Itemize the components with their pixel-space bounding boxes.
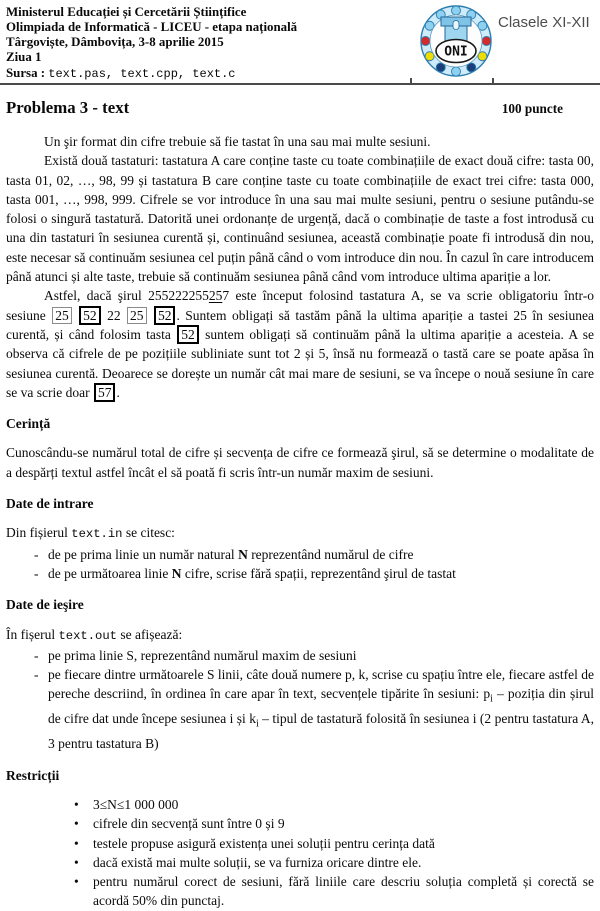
- classes-label: Clasele XI-XII: [498, 14, 590, 31]
- text-run: cifre, scrise fără spații, reprezentând şirul de tastat: [181, 565, 456, 581]
- list-item: [34, 564, 594, 583]
- key-box: 25: [52, 307, 72, 324]
- list-item: [74, 814, 594, 833]
- list-item: [74, 834, 594, 853]
- header-rule-tick: [410, 78, 412, 83]
- dash-marker: -: [34, 647, 39, 663]
- text-run: Există două tastaturi: tastatura A care conține taste cu toate combinațiile de exact două cifre: tasta 00, tasta 01, 02, …, 98, 99 și tastatura B care conține taste cu toate combinațiile de exact trei cifre: tasta 000, tasta 001, …, 998, 999. Cifrele se vor introduce în una sau mai multe sesiuni, pentru o sesiune putându-se folosi o singură tastatură. Datorită unei ordonanțe de urgență, dacă o combinație de taste a fost introdusă cu una din tastaturi în sesiunea curentă și, continuând sesiunea, această combinație poate fi introdusă din nou, este necesar să continuăm sesiunea cel puțin până când o vom introduce din nou. În cazul în care introducem până atunci și alte taste, trebuie să continuăm sesiunea până când vom introduce ultima apariție a lor.: [6, 153, 594, 285]
- dash-marker: -: [34, 565, 39, 581]
- paragraph: [6, 151, 594, 286]
- key-box: 52: [79, 306, 101, 325]
- paragraph: [6, 132, 594, 151]
- list-item-text: [93, 872, 594, 911]
- text-run: [73, 308, 78, 323]
- text-run: pe prima linie S, reprezentând numărul maxim de sesiuni: [48, 647, 357, 663]
- subscript: i: [490, 694, 493, 706]
- text-run: Cunoscându-se numărul total de cifre și secvența de cifre ce formează şirul, să se determine o modalitate de a despărți textul astfel încât el să poată fi scris într-un număr maxim de sesiuni.: [6, 445, 594, 480]
- dash-list: [34, 545, 594, 584]
- dash-marker: -: [34, 546, 39, 562]
- header-line-location: Târgoviște, Dâmbovița, 3-8 aprilie 2015: [6, 35, 224, 49]
- text-run: reprezentând numărul de cifre: [247, 546, 414, 562]
- list-item-text: [93, 795, 594, 814]
- text-run: 3≤N≤1 000 000: [93, 796, 179, 812]
- dash-marker: -: [34, 667, 39, 683]
- header-rule: [0, 83, 600, 85]
- header-line-olympiad: Olimpiada de Informatică - LICEU - etapa națională: [6, 20, 298, 34]
- source-files: text.pas, text.cpp, text.c: [48, 67, 236, 81]
- text-run: de pe prima linie un număr natural: [48, 546, 239, 562]
- list-item-text: [93, 834, 594, 853]
- file-name: text.out: [58, 628, 117, 643]
- oni-logo-svg: [419, 4, 493, 78]
- list-item: [74, 795, 594, 814]
- problem-title: Problema 3 - text: [6, 98, 130, 117]
- logo-oni-text: ONI: [444, 44, 468, 60]
- list-item-text: [93, 814, 594, 833]
- list-item: [74, 853, 594, 872]
- text-run: pe fiecare dintre următoarele S linii, câte două numere p, k, scrise cu spațiu între ele, fiecare astfel de pereche descriind, în ordinea în care apar în text, secvențele tipărite în sesiuni: p: [48, 667, 594, 702]
- text-run: .: [116, 384, 120, 400]
- key-box: 52: [177, 325, 199, 344]
- list-item: [34, 665, 594, 754]
- subscript: i: [255, 719, 259, 731]
- bold-term: N: [171, 565, 182, 581]
- section-heading: Restricții: [6, 767, 60, 783]
- paragraph: [6, 443, 594, 482]
- text-run: În fișerul: [6, 626, 59, 642]
- underlined-digits: 25: [208, 288, 223, 304]
- source-line: [6, 65, 414, 82]
- text-run: . Suntem obligați să tastăm până la ultima apariție a tastei 25 în sesiunea curentă, și când folosim tasta: [6, 307, 595, 342]
- text-run: Din fișierul: [6, 525, 72, 541]
- section-heading: Date de ieşire: [6, 597, 84, 613]
- text-run: 22: [101, 307, 127, 323]
- bullet-marker: •: [74, 874, 79, 890]
- text-run: de pe următoarea linie: [48, 565, 172, 581]
- section-heading: Date de intrare: [6, 496, 94, 512]
- document-body: [6, 132, 594, 911]
- list-item-text: [48, 646, 594, 665]
- list-item: [34, 545, 594, 564]
- key-box: 57: [94, 383, 116, 402]
- list-item-text: [48, 545, 594, 564]
- text-run: testele propuse asigură existența unei soluții pentru cerința dată: [93, 835, 435, 851]
- text-run: pentru numărul corect de sesiuni, fără liniile care descriu soluția completă și corectă se acordă 50% din punctaj.: [93, 874, 594, 909]
- text-run: – tipul de tastatură folosită în sesiunea i (2 pentru tastatura A, 3 pentru tastatura B): [48, 711, 594, 752]
- text-run: [148, 308, 153, 323]
- bullet-list: [74, 795, 594, 911]
- points-label: 100 puncte: [501, 101, 563, 116]
- list-item: [34, 646, 594, 665]
- problem-title-row: [6, 98, 594, 118]
- section-heading: Cerință: [6, 416, 51, 432]
- file-name: text.in: [71, 527, 123, 542]
- dash-list: [34, 646, 594, 754]
- list-item-text: [48, 665, 594, 754]
- list-item: [74, 872, 594, 911]
- source-label: Sursa :: [6, 66, 46, 80]
- header-rule-tick: [492, 78, 494, 83]
- header-line-ministry: Ministerul Educației și Cercetării Științifice: [6, 5, 247, 19]
- bullet-marker: •: [74, 835, 79, 851]
- document-header: [6, 0, 594, 83]
- text-run: dacă există mai multe soluții, se va furniza oricare dintre ele.: [93, 854, 422, 870]
- text-run: – poziția din șirul de cifre dat unde începe sesiunea i și k: [48, 686, 594, 727]
- list-item-text: [93, 853, 594, 872]
- key-box: 52: [154, 306, 176, 325]
- list-item-text: [48, 564, 594, 583]
- header-text-block: [6, 0, 414, 82]
- text-run: Un şir format din cifre trebuie să fie tastat în una sau mai multe sesiuni.: [44, 134, 431, 149]
- text-run: 7 este început folosind tastatura A, se va scrie obligatoriu într-o sesiune: [6, 288, 595, 323]
- oni-logo-icon: [414, 0, 498, 83]
- text-run: suntem obligați să continuăm până la ultima apariție a acesteia. A se observa că cifrele de pe pozițiile subliniate sunt tot 2 și 5, însă nu formează o tastă care se poate apăsa în sesiunea curentă. Deoarece se dorește un număr cât mai mare de sesiuni, se va începe o nouă sesiune în care se va scrie doar: [6, 326, 594, 400]
- paragraph: [6, 523, 594, 544]
- bullet-marker: •: [74, 854, 79, 870]
- bold-term: N: [238, 546, 248, 562]
- bullet-marker: •: [74, 796, 79, 812]
- paragraph: [6, 286, 594, 402]
- text-run: cifrele din secvență sunt între 0 și 9: [93, 816, 285, 832]
- text-run: Astfel, dacă şirul 255222255: [44, 288, 209, 304]
- paragraph: [6, 625, 594, 646]
- text-run: se citesc:: [122, 525, 175, 541]
- key-box: 25: [127, 307, 147, 324]
- header-line-day: Ziua 1: [6, 50, 42, 64]
- bullet-marker: •: [74, 816, 79, 832]
- text-run: se afișează:: [117, 626, 183, 642]
